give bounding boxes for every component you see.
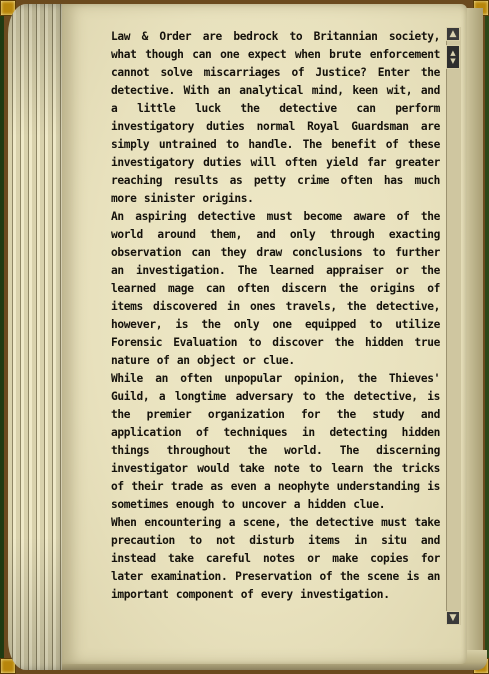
scrollbar-thumb[interactable]	[446, 45, 460, 69]
book-text	[111, 28, 440, 604]
book-paragraph: Law & Order are bedrock to Britannian society, what though can one expect when brute enforcement cannot solve miscarriages of Justice? Enter the detective. With an analytical mind, keen wit, and a little luck the detective can perform investigatory duties normal Royal Guardsman are simply untrained to handle. The benefit of these investigatory duties will often yield far greater reaching results as petty crime often has much more sinister origins.	[111, 30, 440, 205]
book-paragraph: When encountering a scene, the detective must take precaution to not disturb items in situ and instead take careful notes or make copies for later examination. Preservation of the scene is an important component of every investigation.	[111, 516, 440, 601]
book-right-edge	[465, 8, 483, 658]
arrow-down-icon: ▼	[450, 57, 456, 65]
scroll-down-button[interactable]	[446, 611, 460, 625]
book-paragraph: An aspiring detective must become aware of the world around them, and only through exacting observation can they draw conclusions to further an investigation. The learned appraiser or the learned mage can often discern the origins of items discovered in ones travels, the detective, however, is the only one equipped to utilize Forensic Evaluation to discover the hidden true nature of an object or clue.	[111, 210, 440, 367]
book-page-edges	[8, 4, 68, 670]
scrollbar-track[interactable]	[446, 27, 461, 625]
book-paragraph: While an often unpopular opinion, the Thieves' Guild, a longtime adversary to the detective, is the premier organization for the study and application of techniques in detecting hidden things throughout the world. The discerning investigator would take note to learn the tricks of their trade as even a neophyte understanding is sometimes enough to uncover a hidden clue.	[111, 372, 440, 511]
arrow-up-icon: ▲	[449, 28, 457, 39]
scroll-up-button[interactable]	[446, 27, 460, 41]
arrow-up-icon: ▲	[450, 49, 456, 57]
arrow-down-icon: ▼	[449, 612, 457, 623]
